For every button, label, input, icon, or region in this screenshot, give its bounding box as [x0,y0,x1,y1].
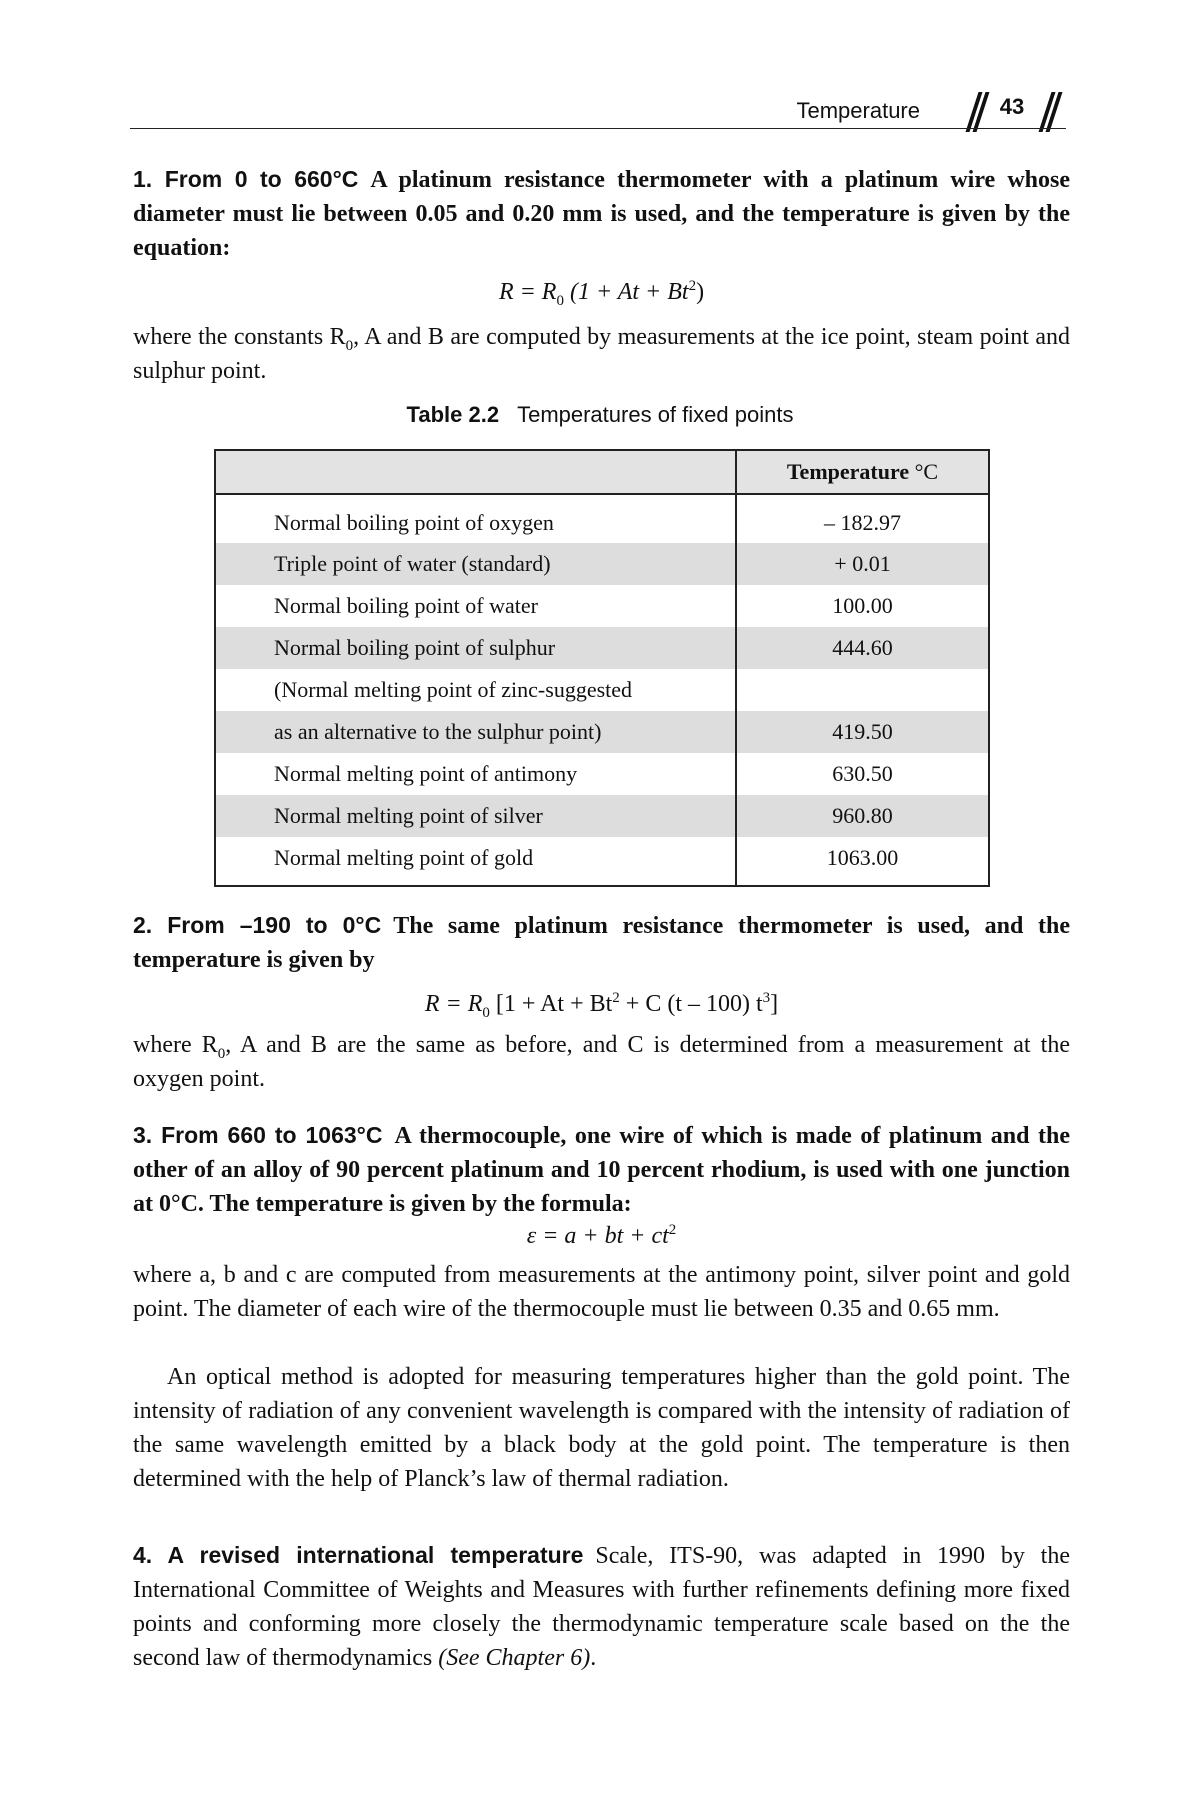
text-part: , A and B are computed by measurements at the ice point, steam point and sulphur point. [133,324,1071,384]
table-cell-point: Normal boiling point of water [215,585,736,627]
eq-superscript: 3 [762,990,771,1006]
section-4-paragraph [133,1538,1070,1675]
table-header-unit: °C [909,459,939,484]
eq-superscript: 2 [612,990,620,1006]
table-cell-value: 1063.00 [826,845,899,870]
text-subscript: 0 [345,337,354,354]
eq-part: ) [696,279,705,305]
optical-method-paragraph: An optical method is adopted for measuring temperatures higher than the gold point. The intensity of radiation of any convenient wavelength is compared with the intensity of radiation of the same wavelength emitted by a black body at the gold point. The temperature is then determined with the help of Planck’s law of thermal radiation. [133,1364,1070,1492]
section-3-followup: where a, b and c are computed from measurements at the antimony point, silver point and gold point. The diameter of each wire of the thermocouple must lie between 0.35 and 0.65 mm. [133,1262,1070,1322]
table-row [215,795,989,837]
section-3-equation [133,1220,1070,1252]
eq-part: + C (t – 100) t [619,991,763,1017]
eq-part: ε = a + bt + ct [526,1223,669,1249]
eq-subscript: 0 [556,292,564,309]
table-row [215,669,989,711]
header-rule [130,128,1066,129]
table-cell-value [736,669,989,711]
text-part: where the constants R [133,324,346,350]
table-cell-value: 100.00 [832,593,893,618]
table-cell-point: Normal boiling point of oxygen [215,494,736,543]
eq-part: R = R [498,279,557,305]
section-2-text: The same platinum resistance thermometer is used, and the temperature is given by [133,913,1071,973]
section-1-text: A platinum resistance thermometer with a platinum wire whose diameter must lie between 0.05 and 0.20 mm is used, and the temperature is given by the equation: [133,167,1070,261]
text-subscript: 0 [217,1045,226,1062]
running-header-title: Temperature [796,98,920,123]
section-3-paragraph [133,1118,1070,1221]
text-part: , A and B are the same as before, and C is determined from a measurement at the oxygen point. [133,1032,1070,1092]
section-2-followup [133,1028,1070,1096]
section-1-paragraph [133,162,1070,265]
table-cell-point: Normal melting point of gold [215,837,736,886]
table-row [215,543,989,585]
chapter-reference: (See Chapter 6) [438,1645,591,1671]
table-header-row [215,450,989,494]
table-row [215,837,989,886]
table-cell-point: Normal boiling point of sulphur [215,627,736,669]
table-cell-point: (Normal melting point of zinc-suggested [215,669,736,711]
table-cell-point: as an alternative to the sulphur point) [215,711,736,753]
eq-superscript: 2 [668,1222,677,1238]
table-header-label: Temperature [786,459,910,484]
section-1-equation [133,276,1070,308]
table-cell-value: 630.50 [832,761,893,786]
table-caption-label: Table 2.2 [406,402,500,427]
fixed-points-table [214,449,990,887]
eq-subscript: 0 [482,1004,490,1021]
table-cell-value: 444.60 [736,627,989,669]
table-cell-point: Normal melting point of silver [215,795,736,837]
eq-part: ] [770,991,779,1017]
table-header-blank [215,450,736,494]
table-caption [0,402,1200,428]
table-cell-value: 960.80 [736,795,989,837]
eq-part: R = R [424,991,483,1017]
table-row [215,627,989,669]
table-row [215,585,989,627]
table-cell-value: – 182.97 [824,510,901,535]
eq-part: (1 + At + Bt [563,279,689,305]
section-4-text: Scale, ITS-90, was adapted in 1990 by the International Committee of Weights and Measures with further refinements defining more fixed points and conforming more closely the thermodynamic temperature scale based on the the second law of thermodynamics [133,1543,1070,1671]
section-2-equation [133,988,1070,1020]
page-number-badge [962,88,1066,132]
section-3-text: A thermocouple, one wire of which is made of platinum and the other of an alloy of 90 percent platinum and 10 percent rhodium, is used with one junction at 0°C. The temperature is given by the formula: [133,1123,1070,1217]
section-4-heading: 4. A revised international temperature [133,1542,584,1568]
section-2-heading: 2. From –190 to 0°C [133,912,382,938]
section-3-heading: 3. From 660 to 1063°C [133,1122,383,1148]
table-cell-value: + 0.01 [736,543,989,585]
table-caption-text: Temperatures of fixed points [517,402,794,427]
section-1-heading: 1. From 0 to 660°C [133,166,359,192]
table-cell-point: Normal melting point of antimony [215,753,736,795]
table-cell-value: 419.50 [736,711,989,753]
eq-superscript: 2 [688,278,697,294]
page-number: 43 [999,94,1025,119]
table-row [215,711,989,753]
eq-part: [1 + At + Bt [489,991,613,1017]
table-row [215,753,989,795]
section-2-paragraph [133,908,1070,977]
table-cell-point: Triple point of water (standard) [215,543,736,585]
text-part: . [590,1645,597,1671]
table-header-temperature [736,450,989,494]
table-row [215,494,989,543]
section-1-followup [133,320,1070,388]
text-part: where R [133,1032,218,1058]
